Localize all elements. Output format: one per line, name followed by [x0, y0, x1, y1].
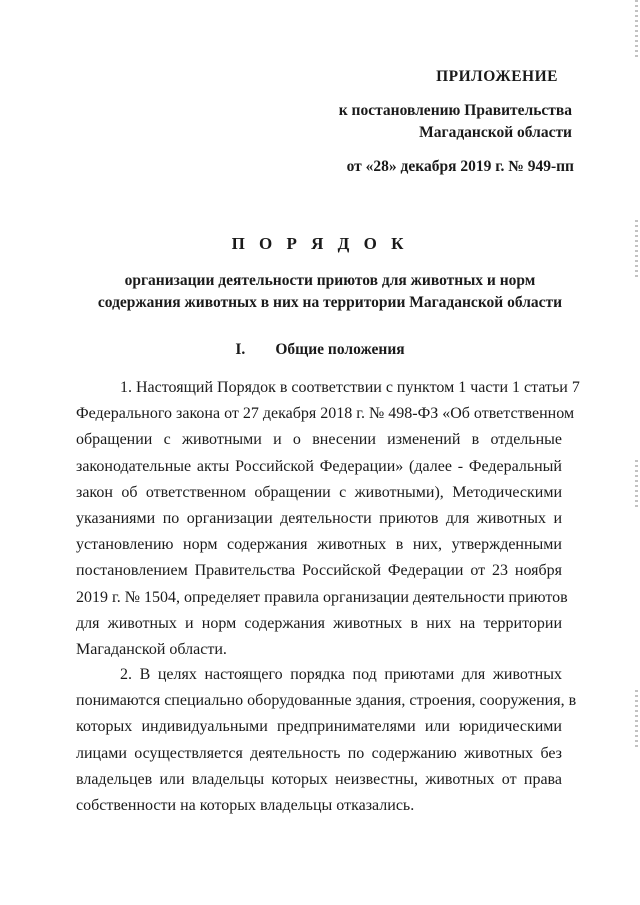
paragraph-line: 2019 г. № 1504, определяет правила организации деятельности приютов	[76, 588, 568, 606]
paragraph-2	[76, 662, 577, 819]
appendix-resolution-line: к постановлению Правительства	[338, 102, 572, 119]
paragraph-line: указаниями по организации деятельности приютов для животных и	[76, 509, 562, 527]
paragraph-line: лицами осуществляется деятельность по содержанию животных без	[76, 744, 562, 762]
paragraph-line: понимаются специально оборудованные здания, строения, сооружения, в	[76, 692, 577, 710]
section-heading	[0, 341, 640, 359]
document-subtitle-line: организации деятельности приютов для животных и норм	[124, 272, 536, 289]
paragraph-line: Магаданской области.	[76, 640, 227, 658]
appendix-region-line: Магаданской области	[419, 124, 572, 141]
paragraph-1	[76, 375, 580, 663]
paragraph-line: установлению норм содержания животных в них, утвержденными	[76, 536, 562, 554]
scan-edge-mark	[635, 690, 638, 750]
scan-edge-mark	[635, 460, 638, 510]
paragraph-line: владельцев или владельцы которых неизвестны, животных от права	[76, 770, 562, 788]
section-title: Общие положения	[275, 341, 405, 358]
paragraph-line: для животных и норм содержания животных в них на территории	[76, 614, 562, 632]
document-title: П О Р Я Д О К	[231, 234, 409, 253]
paragraph-line: закон об ответственном обращении с животными), Методическими	[76, 483, 562, 501]
paragraph-line: обращении с животными и о внесении изменений в отдельные	[76, 431, 562, 449]
paragraph-line: Федерального закона от 27 декабря 2018 г. № 498-ФЗ «Об ответственном	[76, 405, 575, 423]
appendix-title: ПРИЛОЖЕНИЕ	[436, 68, 558, 85]
section-number: I.	[235, 341, 246, 358]
scan-edge-mark	[635, 220, 638, 280]
document-subtitle	[80, 270, 580, 314]
document-subtitle-line: содержания животных в них на территории Магаданской области	[97, 294, 563, 311]
paragraph-line: постановлением Правительства Российской Федерации от 23 ноября	[76, 562, 562, 580]
appendix-date: от «28» декабря 2019 г. № 949-пп	[346, 158, 574, 175]
paragraph-line: законодательные акты Российской Федерации» (далее - Федеральный	[76, 457, 562, 475]
appendix-header	[278, 66, 578, 178]
paragraph-line: которых индивидуальными предпринимателями или юридическими	[76, 718, 562, 736]
paragraph-line: собственности на которых владельцы отказались.	[76, 796, 415, 814]
paragraph-line: 1. Настоящий Порядок в соответствии с пунктом 1 части 1 статьи 7	[120, 379, 580, 396]
paragraph-line: 2. В целях настоящего порядка под приютами для животных	[120, 666, 562, 683]
scan-edge-mark	[635, 0, 638, 60]
